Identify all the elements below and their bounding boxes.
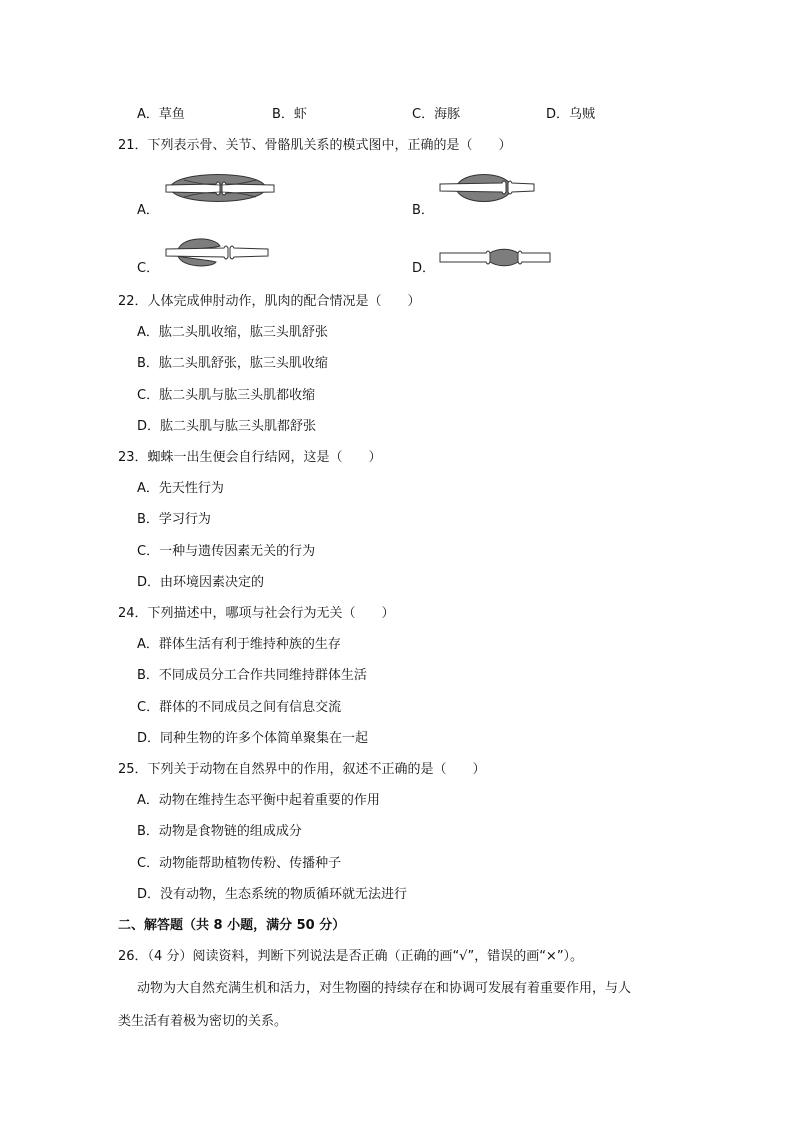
q21-label-a: A． (137, 203, 159, 218)
q21-label-b: B． (412, 203, 434, 218)
q21-figure-b (438, 168, 538, 216)
q21-label-c: C． (137, 261, 160, 276)
q21-figure-c (164, 234, 272, 274)
option-c: C．海豚 (412, 107, 461, 122)
q24-stem: 24．下列描述中，哪项与社会行为无关（ ） (118, 606, 395, 621)
q22-option-c: C．肱二头肌与肱三头肌都收缩 (137, 388, 316, 403)
option-a: A．草鱼 (137, 107, 185, 122)
q25-option-c: C．动物能帮助植物传粉、传播种子 (137, 856, 342, 871)
q21-label-d: D． (412, 261, 436, 276)
q25-option-a: A．动物在维持生态平衡中起着重要的作用 (137, 793, 380, 808)
option-b: B．虾 (272, 107, 307, 122)
q24-option-b: B．不同成员分工合作共同维持群体生活 (137, 668, 367, 683)
q26-stem: 26．（4 分）阅读资料，判断下列说法是否正确（正确的画“√”，错误的画“×”）。 (118, 949, 584, 964)
q21-stem: 21．下列表示骨、关节、骨骼肌关系的模式图中，正确的是（ ） (118, 138, 512, 153)
q23-stem: 23．蜘蛛一出生便会自行结网，这是（ ） (118, 450, 382, 465)
q23-option-b: B．学习行为 (137, 512, 211, 527)
q24-option-c: C．群体的不同成员之间有信息交流 (137, 700, 342, 715)
q24-option-d: D．同种生物的许多个体简单聚集在一起 (137, 731, 369, 746)
q26-passage-line1: 动物为大自然充满生机和活力，对生物圈的持续存在和协调可发展有着重要作用，与人 (137, 981, 632, 996)
q25-option-d: D．没有动物，生态系统的物质循环就无法进行 (137, 887, 408, 902)
q21-figure-a (164, 168, 276, 216)
q26-passage-line2: 类生活有着极为密切的关系。 (118, 1014, 288, 1029)
q22-option-d: D．肱二头肌与肱三头肌都舒张 (137, 419, 317, 434)
q24-option-a: A．群体生活有利于维持种族的生存 (137, 637, 341, 652)
q22-stem: 22．人体完成伸肘动作，肌肉的配合情况是（ ） (118, 294, 421, 309)
q23-option-d: D．由环境因素决定的 (137, 575, 265, 590)
q23-option-c: C．一种与遗传因素无关的行为 (137, 544, 316, 559)
q23-option-a: A．先天性行为 (137, 481, 224, 496)
section-title: 二、解答题（共 8 小题，满分 50 分） (118, 918, 346, 933)
option-d: D．乌贼 (546, 107, 596, 122)
q22-option-a: A．肱二头肌收缩，肱三头肌舒张 (137, 325, 328, 340)
q22-option-b: B．肱二头肌舒张，肱三头肌收缩 (137, 356, 328, 371)
q25-stem: 25．下列关于动物在自然界中的作用，叙述不正确的是（ ） (118, 762, 486, 777)
q21-figure-d (438, 246, 552, 270)
q25-option-b: B．动物是食物链的组成成分 (137, 824, 302, 839)
